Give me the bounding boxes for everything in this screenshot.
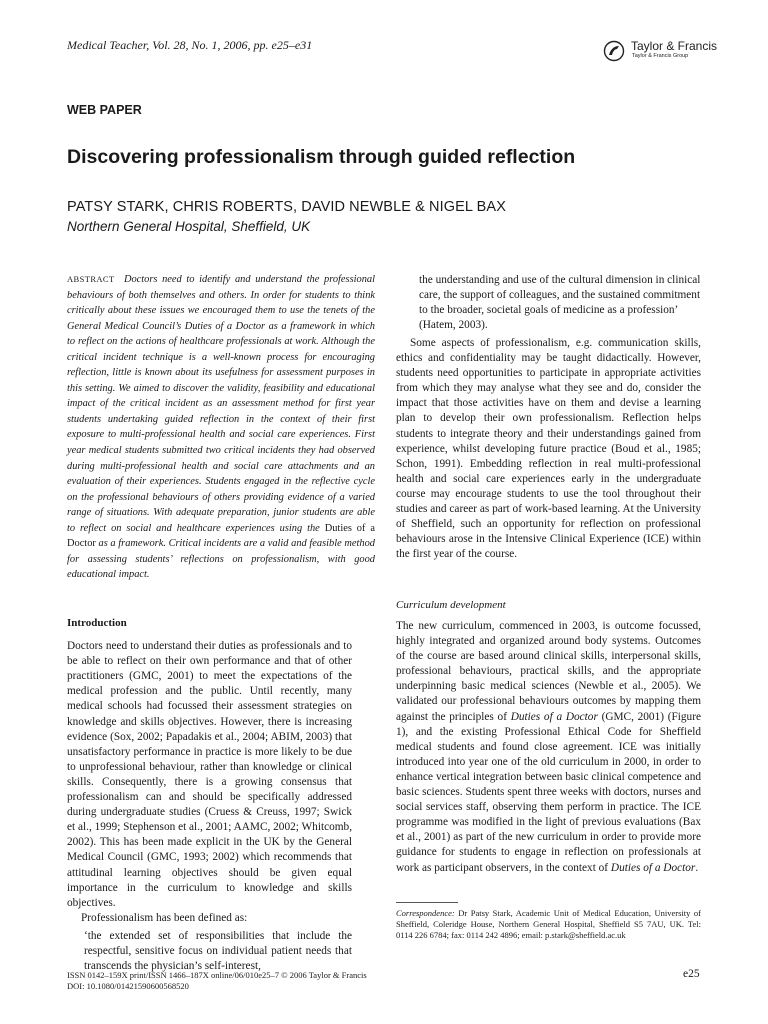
intro-heading: Introduction (67, 617, 127, 629)
curriculum-duties-end: Duties of a Doctor (610, 861, 696, 874)
curriculum-text-a: The new curriculum, commenced in 2003, is outcome focussed, highly integrated and organized around body systems. Outcomes of the course are based around clinical skills, interpersonal skills, professional behaviours, practical skills, and the appropriate underpinning basic medical sciences (Newble et al., 2005). We validated our professional behaviours outcomes by mapping them against the principles of (396, 620, 701, 723)
abstract (67, 272, 375, 583)
footer-issn (67, 970, 367, 992)
abstract-text-1: Doctors need to identify and understand the professional behaviours of both themselves and others. In order for students to think critically about these issues we encouraged them to use the tenets of the General Medical Council’s Duties of a Doctor as a framework in which to reflect on the actions of healthcare professionals at work. Although the critical incident technique is a well-known process for encouraging reflection, little is known about its usefulness for assessment purposes in this setting. We aimed to discover the validity, feasibility and educational impact of the critical incident as an assessment method for first year students undertaking guided reflection in the context of their first exposure to multi-professional health and social care experiences. First year medical students submitted two critical incidents they had observed during multi-professional health and social care attachments and an evaluation of their experiences. Students engaged in the reflective cycle on the professional behaviours of others providing evidence of a varied range of situations. With adequate preparation, junior students are able to reflect on social and healthcare experiences using the (67, 274, 375, 534)
curriculum-section (396, 619, 701, 876)
publisher-logo-icon (603, 40, 627, 62)
curriculum-period: . (695, 861, 699, 874)
doi-line: DOI: 10.1080/01421590600568520 (67, 981, 189, 991)
page-number: e25 (683, 968, 700, 980)
abstract-text-2: as a framework. Critical incidents are a valid and feasible method for assessing students’ reflections on professionalism, with good educational impact. (67, 538, 375, 581)
correspondence-text: Dr Patsy Stark, Academic Unit of Medical Education, University of Sheffield, Coleridge House, Northern General Hospital, Sheffield S5 7AU, UK. Tel: 0114 226 6784; fax: 0114 242 4896; email: p.stark@sheffield.ac.uk (396, 908, 702, 941)
abstract-duties: Duties of a Doctor (67, 522, 375, 550)
publisher-logo (603, 38, 718, 64)
intro-para-3: Some aspects of professionalism, e.g. communication skills, ethics and confidentiality may be taught didactically. However, students need opportunities to participate in appropriate activities from which they may analyse what they see and do, consider the impact that those activities have on them and devise a learning plan to develop their own professionalism. Reflection helps students to integrate theory and their understandings gained from experience, whilst developing future practice (Boud et al., 1985; Schon, 1991). Embedding reflection in real multi-professional health and social care experiences early in the undergraduate course may encourage students to use the tool throughout their studies and career as part of work-based learning. At the University of Sheffield, such an opportunity for reflection on professional behaviours arose in the Intensive Clinical Experience (ICE) within the first year of the course. (396, 337, 701, 561)
journal-citation: Medical Teacher, Vol. 28, No. 1, 2006, pp. e25–e31 (67, 38, 313, 52)
footnote-rule (396, 902, 458, 903)
affiliation: Northern General Hospital, Sheffield, UK (67, 219, 311, 234)
curriculum-para (396, 619, 701, 876)
author-list: PATSY STARK, CHRIS ROBERTS, DAVID NEWBLE & NIGEL BAX (67, 199, 506, 215)
intro-continued (396, 336, 701, 562)
issn-line: ISSN 0142–159X print/ISSN 1466–187X online/06/010e25–7 © 2006 Taylor & Francis (67, 970, 367, 980)
correspondence-label: Correspondence: (396, 908, 455, 918)
intro-para-1: Doctors need to understand their duties as professionals and to be able to reflect on their own performance and that of other practitioners (GMC, 2001) to meet the expectations of the medical profession and the public. Until recently, many medical schools had focussed their assessment strategies on knowledge and skills objectives. However, there is increasing evidence (Sox, 2002; Papadakis et al., 2004; ABIM, 2003) that unsatisfactory performance in practice is more likely to be due to unprofessional behaviour, rather than knowledge or clinical skills. Consequently, there is a growing consensus that professionalism can and should be specifically addressed during undergraduate studies (Cruess & Creuss, 1997; Swick et al., 1999; Stephenson et al., 2001; AAMC, 2002; Whitcomb, 2002). This has been made explicit in the UK by the General Medical Council (GMC, 1993; 2002) which recommends that attitudinal learning objectives should be given equal importance in the curriculum to knowledge and skills objectives. (67, 640, 353, 909)
curriculum-duties-ref: Duties of a Doctor (510, 710, 598, 723)
curriculum-text-b: (GMC, 2001) (Figure 1), and the existing Professional Ethical Code for Sheffield medical students and found close agreement. ICE was initially introduced into year one of the old curriculum in 2000, in order to enhance vertical integration between basic clinical competence and basic sciences. Students spent three weeks with doctors, nurses and social services staff, observing them perform in practice. The ICE programme was modified in the light of previous evaluations (Bax et al., 2001) as part of the new curriculum in order to provide more guidance for students to engage in reflection on professionals at work as participant observers, in the context of (396, 710, 701, 874)
quote-continued: the understanding and use of the cultural dimension in clinical care, the support of colleagues, and the sustained commitment to the broader, societal goals of medicine as a profession’ (Hatem, 2003). (419, 274, 701, 332)
article-type: WEB PAPER (67, 103, 142, 117)
abstract-label: ABSTRACT (67, 274, 115, 284)
intro-para-2: Professionalism has been defined as: (81, 911, 248, 924)
article-title: Discovering professionalism through guided reflection (67, 146, 576, 168)
publisher-group: Taylor & Francis Group (632, 53, 689, 59)
curriculum-heading: Curriculum development (396, 599, 506, 611)
intro-section (67, 616, 352, 974)
correspondence-note (396, 908, 701, 942)
publisher-name: Taylor & Francis (631, 39, 718, 53)
quote-start: ‘the extended set of responsibilities that include the respectful, sensitive focus on individual patient needs that transcends the physician’s self-interest, (84, 929, 352, 973)
